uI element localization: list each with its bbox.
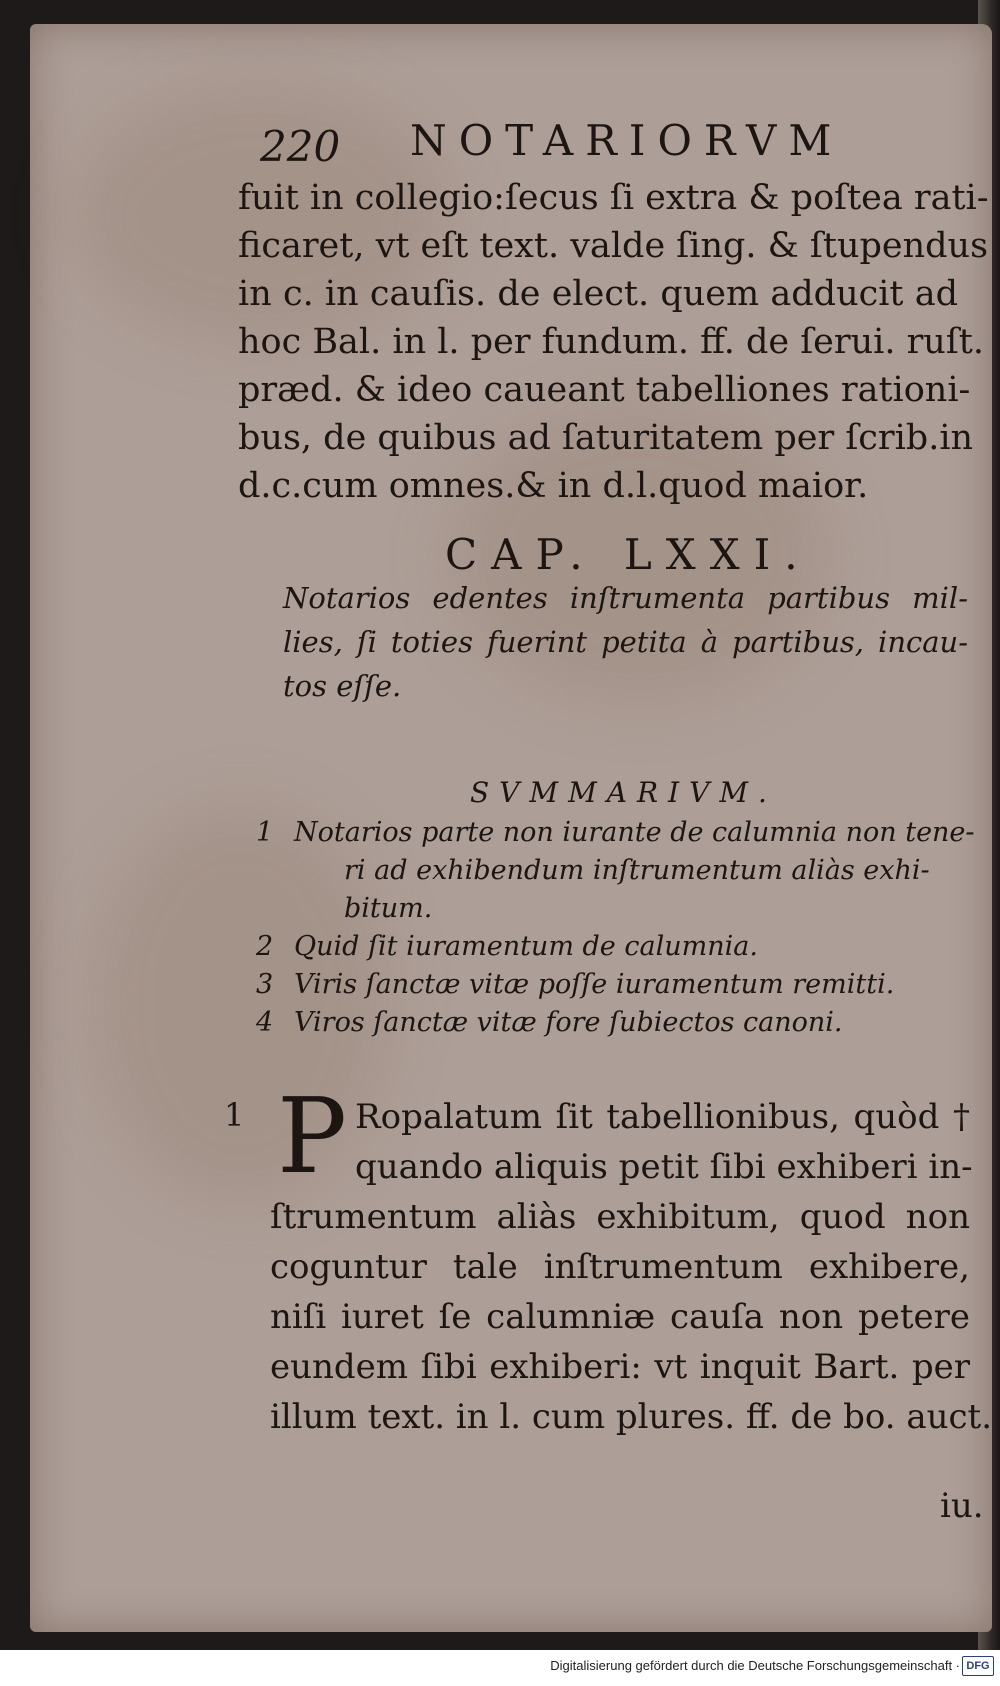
- body-line: niſi iuret ſe calumniæ cauſa non petere: [270, 1297, 970, 1337]
- summary-list: [256, 814, 975, 1042]
- body-line: ſtrumentum aliàs exhibitum, quod non: [270, 1197, 970, 1237]
- text-line: in c. in cauſis. de elect. quem adducit ad: [238, 274, 958, 314]
- text-line: bus, de quibus ad ſaturitatem per ſcrib.in: [238, 418, 974, 458]
- summary-item-text: ri ad exhibendum inſtrumentum aliàs exhi-: [344, 855, 930, 886]
- catchword: iu.: [940, 1486, 984, 1526]
- continued-text: [238, 174, 989, 510]
- summary-item-text: Viros ſanctæ vitæ fore ſubiectos canoni.: [294, 1007, 843, 1038]
- summary-item-text: Viris ſanctæ vitæ poſſe iuramentum remitti.: [294, 969, 895, 1000]
- body-line: illum text. in l. cum plures. ff. de bo. auct.: [270, 1397, 993, 1437]
- body-line: coguntur tale inſtrumentum exhibere,: [270, 1247, 970, 1287]
- summary-item-number: 3: [256, 969, 274, 1000]
- chapter-heading: CAP. LXXI.: [445, 530, 812, 579]
- drop-cap: P: [277, 1075, 347, 1197]
- text-line: fuit in collegio:ſecus ſi extra & poſtea rati-: [238, 178, 989, 218]
- summary-heading: SVMMARIVM.: [470, 776, 777, 809]
- summary-item: [256, 814, 975, 928]
- summary-item: [256, 966, 971, 1004]
- summary-item-number: 1: [256, 817, 274, 848]
- running-head: NOTARIORVM: [410, 116, 844, 165]
- chapter-title-line: Notarios edentes inſtrumenta partibus mil-: [283, 581, 968, 615]
- page-header: [260, 116, 910, 172]
- summary-item-number: 2: [256, 931, 274, 962]
- summary-item-number: 4: [256, 1007, 274, 1038]
- body-line: quando aliquis petit ſibi exhiberi in-: [355, 1147, 973, 1187]
- footer-bar: [0, 1650, 1000, 1686]
- body-line: eundem ſibi exhiberi: vt inquit Bart. per: [270, 1347, 970, 1387]
- summary-item-text: Quid ſit iuramentum de calumnia.: [294, 931, 758, 962]
- margin-number: 1: [224, 1096, 245, 1134]
- chapter-title-line: tos eſſe.: [283, 669, 402, 703]
- text-line: ficaret, vt eſt text. valde ſing. & ſtupendus: [238, 226, 989, 266]
- text-line: d.c.cum omnes.& in d.l.quod maior.: [238, 466, 869, 506]
- book-page: [30, 24, 992, 1632]
- text-line: hoc Bal. in l. per fundum. ff. de ſerui. ruſt.: [238, 322, 984, 362]
- body-text: [224, 1075, 993, 1442]
- summary-item-text: bitum.: [344, 893, 433, 924]
- summary-item: [256, 1004, 971, 1042]
- chapter-title-line: lies, ſi toties fuerint petita à partibus, incau-: [283, 625, 968, 659]
- chapter-title: [283, 576, 968, 708]
- summary-item-text: Notarios parte non iurante de calumnia non tene-: [294, 817, 975, 848]
- text-line: præd. & ideo caueant tabelliones rationi-: [238, 370, 971, 410]
- page-number: 220: [260, 122, 341, 171]
- dfg-logo-icon: DFG: [962, 1656, 994, 1676]
- body-line: Ropalatum ſit tabellionibus, quòd †: [355, 1097, 970, 1137]
- funding-credit: Digitalisierung gefördert durch die Deutsche Forschungsgemeinschaft ·: [550, 1658, 960, 1673]
- summary-item: [256, 928, 971, 966]
